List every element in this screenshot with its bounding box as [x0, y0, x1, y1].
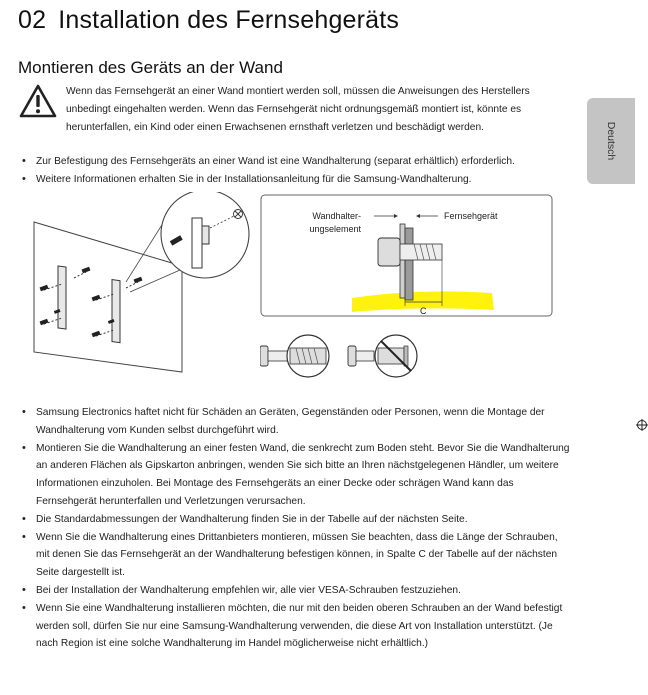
- screw-cross-section-diagram: [260, 194, 554, 320]
- label-c: C: [420, 306, 427, 316]
- list-item: • Wenn Sie eine Wandhalterung installieren möchten, die nur mit den beiden oberen Schrauben an der Wand befestigt werden soll, dürfen Sie nur eine Samsung-Wandhalterung verwenden, die diese Art von Installation unterstützt. (Je nach Region ist eine solche Wandhalterung im Handel möglicherweise nicht erhältlich.): [22, 600, 572, 653]
- screw-examples: [260, 332, 430, 382]
- list-item: • Zur Befestigung des Fernsehgeräts an einer Wand ist eine Wandhalterung (separat erhältlich) erforderlich.: [22, 153, 572, 171]
- list-item: • Montieren Sie die Wandhalterung an einer festen Wand, die senkrecht zum Boden steht. Bevor Sie die Wandhalterung an anderen Flächen als Gipskarton anbringen, wenden Sie sich bitte an Ihren nächstgelegenen Händler, um weitere Informationen einzuholen. Bei Montage des Fernsehgeräts an einer Decke oder schrägen Wand kann das Fernsehgerät herunterfallen und Verletzungen verursachen.: [22, 440, 572, 511]
- list-item: • Bei der Installation der Wandhalterung empfehlen wir, alle vier VESA-Schrauben festzuziehen.: [22, 582, 572, 600]
- chapter-title: [18, 6, 399, 35]
- list-item: • Samsung Electronics haftet nicht für Schäden an Geräten, Gegenständen oder Personen, wenn die Montage der Wandhalterung vom Kunden selbst durchgeführt wird.: [22, 404, 572, 440]
- list-item: • Weitere Informationen erhalten Sie in der Installationsanleitung für die Samsung-Wandhalterung.: [22, 171, 572, 189]
- section-title: Montieren des Geräts an der Wand: [18, 58, 283, 77]
- list-item: • Die Standardabmessungen der Wandhalterung finden Sie in der Tabelle auf der nächsten Seite.: [22, 511, 572, 529]
- warning-text: Wenn das Fernsehgerät an einer Wand montiert werden soll, müssen die Anweisungen des Herstellers unbedingt eingehalten werden. Wenn das Fernsehgerät nicht ordnungsgemäß montiert ist, könnte es herunterfallen, ein Kind oder einen Erwachsenen ernsthaft verletzen und beschädigt werden.: [66, 86, 530, 133]
- intro-bullet-list: [22, 153, 572, 189]
- label-bracket-line2: ungselement: [309, 224, 361, 234]
- chapter-number: 02: [18, 6, 47, 34]
- list-item: • Wenn Sie die Wandhalterung eines Drittanbieters montieren, müssen Sie beachten, dass die Länge der Schrauben, mit denen Sie das Fernsehgerät an der Wandhalterung befestigen können, in Spalte C der Tabelle auf der nächsten Seite dargestellt ist.: [22, 529, 572, 582]
- label-bracket-line1: Wandhalter-: [312, 211, 361, 221]
- side-tab-label: Deutsch: [605, 121, 617, 161]
- wall-mount-illustration: [30, 192, 265, 374]
- warning-triangle-icon: [19, 84, 57, 118]
- chapter-title-text: Installation des Fernsehgeräts: [58, 6, 400, 34]
- registration-mark-icon: [636, 419, 648, 431]
- label-tv: Fernsehgerät: [444, 211, 498, 221]
- language-side-tab[interactable]: [587, 98, 635, 184]
- mounting-notes-list: [22, 404, 572, 653]
